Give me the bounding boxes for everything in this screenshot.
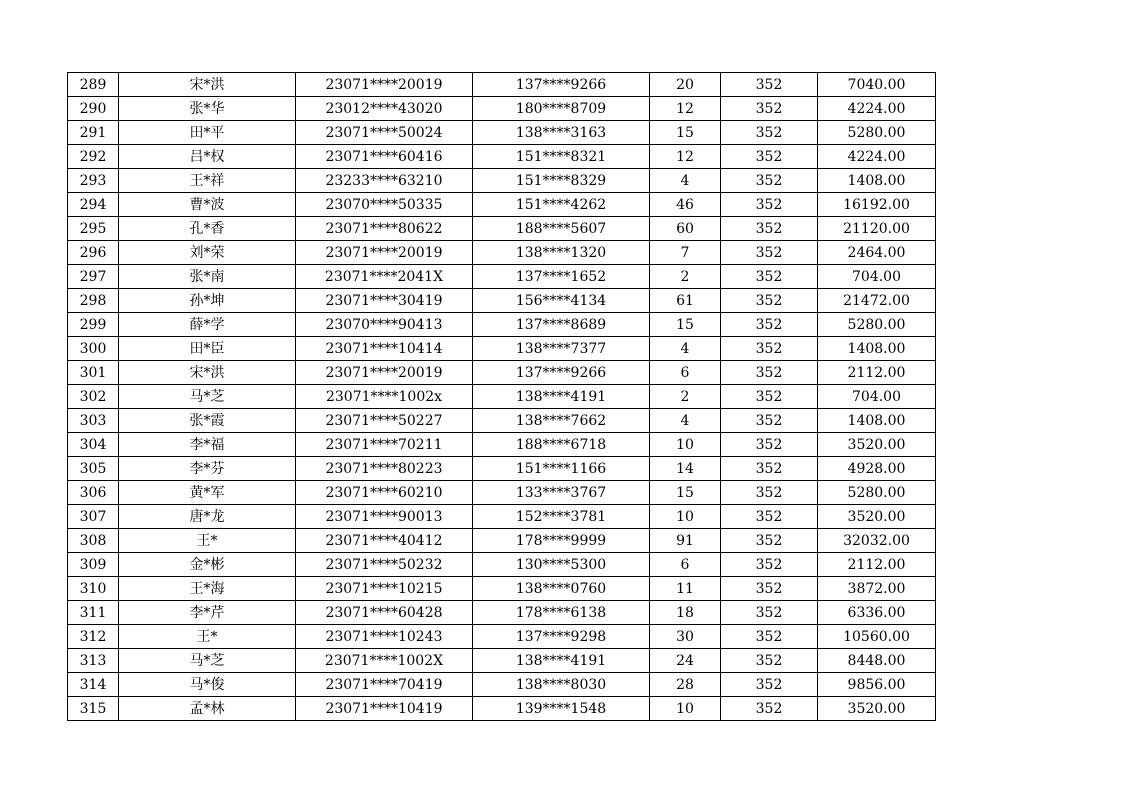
unit-price-cell: 352 xyxy=(721,121,818,145)
quantity-cell: 6 xyxy=(650,361,721,385)
id-number-cell: 23071****70211 xyxy=(296,433,473,457)
id-number-cell: 23071****80622 xyxy=(296,217,473,241)
unit-price-cell: 352 xyxy=(721,361,818,385)
amount-cell: 1408.00 xyxy=(818,169,936,193)
unit-price-cell: 352 xyxy=(721,601,818,625)
table-row xyxy=(68,457,936,481)
phone-cell: 178****6138 xyxy=(473,601,650,625)
row-number-cell: 298 xyxy=(68,289,119,313)
id-number-cell: 23070****90413 xyxy=(296,313,473,337)
table-row xyxy=(68,601,936,625)
quantity-cell: 14 xyxy=(650,457,721,481)
quantity-cell: 4 xyxy=(650,337,721,361)
phone-cell: 178****9999 xyxy=(473,529,650,553)
table-row xyxy=(68,577,936,601)
phone-cell: 138****7662 xyxy=(473,409,650,433)
name-cell: 宋*洪 xyxy=(119,361,296,385)
amount-cell: 2112.00 xyxy=(818,361,936,385)
amount-cell: 1408.00 xyxy=(818,409,936,433)
unit-price-cell: 352 xyxy=(721,265,818,289)
id-number-cell: 23071****1002x xyxy=(296,385,473,409)
row-number-cell: 315 xyxy=(68,697,119,721)
amount-cell: 5280.00 xyxy=(818,121,936,145)
amount-cell: 2112.00 xyxy=(818,553,936,577)
id-number-cell: 23071****10414 xyxy=(296,337,473,361)
amount-cell: 21472.00 xyxy=(818,289,936,313)
phone-cell: 137****9298 xyxy=(473,625,650,649)
unit-price-cell: 352 xyxy=(721,481,818,505)
phone-cell: 137****8689 xyxy=(473,313,650,337)
quantity-cell: 12 xyxy=(650,145,721,169)
amount-cell: 1408.00 xyxy=(818,337,936,361)
name-cell: 刘*荣 xyxy=(119,241,296,265)
amount-cell: 3520.00 xyxy=(818,697,936,721)
quantity-cell: 11 xyxy=(650,577,721,601)
phone-cell: 151****8329 xyxy=(473,169,650,193)
amount-cell: 9856.00 xyxy=(818,673,936,697)
table-row xyxy=(68,409,936,433)
row-number-cell: 294 xyxy=(68,193,119,217)
phone-cell: 188****6718 xyxy=(473,433,650,457)
table-row xyxy=(68,337,936,361)
row-number-cell: 306 xyxy=(68,481,119,505)
row-number-cell: 293 xyxy=(68,169,119,193)
row-number-cell: 303 xyxy=(68,409,119,433)
table-row xyxy=(68,289,936,313)
quantity-cell: 18 xyxy=(650,601,721,625)
quantity-cell: 15 xyxy=(650,481,721,505)
table-row xyxy=(68,145,936,169)
unit-price-cell: 352 xyxy=(721,337,818,361)
id-number-cell: 23071****10243 xyxy=(296,625,473,649)
row-number-cell: 305 xyxy=(68,457,119,481)
phone-cell: 138****1320 xyxy=(473,241,650,265)
table-row xyxy=(68,529,936,553)
phone-cell: 188****5607 xyxy=(473,217,650,241)
unit-price-cell: 352 xyxy=(721,553,818,577)
phone-cell: 137****9266 xyxy=(473,361,650,385)
amount-cell: 8448.00 xyxy=(818,649,936,673)
phone-cell: 138****0760 xyxy=(473,577,650,601)
row-number-cell: 309 xyxy=(68,553,119,577)
name-cell: 马*芝 xyxy=(119,385,296,409)
row-number-cell: 295 xyxy=(68,217,119,241)
row-number-cell: 304 xyxy=(68,433,119,457)
row-number-cell: 312 xyxy=(68,625,119,649)
phone-cell: 156****4134 xyxy=(473,289,650,313)
row-number-cell: 292 xyxy=(68,145,119,169)
amount-cell: 5280.00 xyxy=(818,481,936,505)
unit-price-cell: 352 xyxy=(721,97,818,121)
phone-cell: 138****7377 xyxy=(473,337,650,361)
id-number-cell: 23012****43020 xyxy=(296,97,473,121)
id-number-cell: 23071****60428 xyxy=(296,601,473,625)
quantity-cell: 2 xyxy=(650,385,721,409)
unit-price-cell: 352 xyxy=(721,505,818,529)
name-cell: 曹*波 xyxy=(119,193,296,217)
unit-price-cell: 352 xyxy=(721,625,818,649)
row-number-cell: 310 xyxy=(68,577,119,601)
unit-price-cell: 352 xyxy=(721,457,818,481)
id-number-cell: 23071****20019 xyxy=(296,241,473,265)
row-number-cell: 314 xyxy=(68,673,119,697)
row-number-cell: 297 xyxy=(68,265,119,289)
table-row xyxy=(68,97,936,121)
row-number-cell: 296 xyxy=(68,241,119,265)
id-number-cell: 23071****50232 xyxy=(296,553,473,577)
name-cell: 马*芝 xyxy=(119,649,296,673)
amount-cell: 2464.00 xyxy=(818,241,936,265)
id-number-cell: 23071****20019 xyxy=(296,73,473,97)
row-number-cell: 301 xyxy=(68,361,119,385)
name-cell: 王*海 xyxy=(119,577,296,601)
row-number-cell: 311 xyxy=(68,601,119,625)
name-cell: 田*平 xyxy=(119,121,296,145)
unit-price-cell: 352 xyxy=(721,649,818,673)
name-cell: 李*芹 xyxy=(119,601,296,625)
id-number-cell: 23070****50335 xyxy=(296,193,473,217)
table-row xyxy=(68,505,936,529)
name-cell: 薛*学 xyxy=(119,313,296,337)
phone-cell: 130****5300 xyxy=(473,553,650,577)
name-cell: 马*俊 xyxy=(119,673,296,697)
phone-cell: 133****3767 xyxy=(473,481,650,505)
table-row xyxy=(68,313,936,337)
table-row xyxy=(68,385,936,409)
name-cell: 黄*军 xyxy=(119,481,296,505)
quantity-cell: 10 xyxy=(650,697,721,721)
quantity-cell: 2 xyxy=(650,265,721,289)
name-cell: 张*南 xyxy=(119,265,296,289)
table-row xyxy=(68,433,936,457)
unit-price-cell: 352 xyxy=(721,241,818,265)
table-body xyxy=(68,73,936,721)
amount-cell: 16192.00 xyxy=(818,193,936,217)
amount-cell: 10560.00 xyxy=(818,625,936,649)
quantity-cell: 24 xyxy=(650,649,721,673)
quantity-cell: 6 xyxy=(650,553,721,577)
quantity-cell: 15 xyxy=(650,121,721,145)
unit-price-cell: 352 xyxy=(721,145,818,169)
row-number-cell: 302 xyxy=(68,385,119,409)
unit-price-cell: 352 xyxy=(721,289,818,313)
amount-cell: 7040.00 xyxy=(818,73,936,97)
name-cell: 宋*洪 xyxy=(119,73,296,97)
phone-cell: 138****8030 xyxy=(473,673,650,697)
row-number-cell: 308 xyxy=(68,529,119,553)
row-number-cell: 307 xyxy=(68,505,119,529)
name-cell: 李*福 xyxy=(119,433,296,457)
quantity-cell: 7 xyxy=(650,241,721,265)
phone-cell: 180****8709 xyxy=(473,97,650,121)
quantity-cell: 10 xyxy=(650,433,721,457)
id-number-cell: 23071****20019 xyxy=(296,361,473,385)
id-number-cell: 23071****50227 xyxy=(296,409,473,433)
id-number-cell: 23071****60210 xyxy=(296,481,473,505)
unit-price-cell: 352 xyxy=(721,577,818,601)
amount-cell: 3520.00 xyxy=(818,505,936,529)
name-cell: 唐*龙 xyxy=(119,505,296,529)
amount-cell: 6336.00 xyxy=(818,601,936,625)
id-number-cell: 23071****90013 xyxy=(296,505,473,529)
id-number-cell: 23071****50024 xyxy=(296,121,473,145)
phone-cell: 137****1652 xyxy=(473,265,650,289)
phone-cell: 138****3163 xyxy=(473,121,650,145)
table-row xyxy=(68,481,936,505)
phone-cell: 151****4262 xyxy=(473,193,650,217)
quantity-cell: 15 xyxy=(650,313,721,337)
phone-cell: 152****3781 xyxy=(473,505,650,529)
table-row xyxy=(68,673,936,697)
quantity-cell: 61 xyxy=(650,289,721,313)
phone-cell: 151****1166 xyxy=(473,457,650,481)
row-number-cell: 300 xyxy=(68,337,119,361)
unit-price-cell: 352 xyxy=(721,193,818,217)
name-cell: 王* xyxy=(119,625,296,649)
id-number-cell: 23071****10215 xyxy=(296,577,473,601)
amount-cell: 704.00 xyxy=(818,265,936,289)
name-cell: 孔*香 xyxy=(119,217,296,241)
table-row xyxy=(68,361,936,385)
phone-cell: 137****9266 xyxy=(473,73,650,97)
table-row xyxy=(68,625,936,649)
phone-cell: 139****1548 xyxy=(473,697,650,721)
quantity-cell: 46 xyxy=(650,193,721,217)
quantity-cell: 4 xyxy=(650,169,721,193)
unit-price-cell: 352 xyxy=(721,529,818,553)
table-row xyxy=(68,697,936,721)
amount-cell: 32032.00 xyxy=(818,529,936,553)
amount-cell: 3872.00 xyxy=(818,577,936,601)
unit-price-cell: 352 xyxy=(721,673,818,697)
row-number-cell: 291 xyxy=(68,121,119,145)
amount-cell: 3520.00 xyxy=(818,433,936,457)
row-number-cell: 313 xyxy=(68,649,119,673)
quantity-cell: 20 xyxy=(650,73,721,97)
amount-cell: 21120.00 xyxy=(818,217,936,241)
name-cell: 孟*林 xyxy=(119,697,296,721)
name-cell: 吕*权 xyxy=(119,145,296,169)
name-cell: 张*华 xyxy=(119,97,296,121)
id-number-cell: 23071****80223 xyxy=(296,457,473,481)
amount-cell: 4224.00 xyxy=(818,145,936,169)
amount-cell: 5280.00 xyxy=(818,313,936,337)
phone-cell: 151****8321 xyxy=(473,145,650,169)
unit-price-cell: 352 xyxy=(721,385,818,409)
id-number-cell: 23071****10419 xyxy=(296,697,473,721)
unit-price-cell: 352 xyxy=(721,697,818,721)
id-number-cell: 23071****40412 xyxy=(296,529,473,553)
quantity-cell: 91 xyxy=(650,529,721,553)
name-cell: 田*臣 xyxy=(119,337,296,361)
row-number-cell: 299 xyxy=(68,313,119,337)
unit-price-cell: 352 xyxy=(721,73,818,97)
name-cell: 王* xyxy=(119,529,296,553)
row-number-cell: 290 xyxy=(68,97,119,121)
unit-price-cell: 352 xyxy=(721,217,818,241)
quantity-cell: 28 xyxy=(650,673,721,697)
table-row xyxy=(68,265,936,289)
quantity-cell: 10 xyxy=(650,505,721,529)
table-row xyxy=(68,169,936,193)
id-number-cell: 23071****60416 xyxy=(296,145,473,169)
name-cell: 金*彬 xyxy=(119,553,296,577)
quantity-cell: 30 xyxy=(650,625,721,649)
id-number-cell: 23071****1002X xyxy=(296,649,473,673)
table-row xyxy=(68,241,936,265)
quantity-cell: 60 xyxy=(650,217,721,241)
name-cell: 张*霞 xyxy=(119,409,296,433)
table-row xyxy=(68,217,936,241)
table-row xyxy=(68,121,936,145)
table-row xyxy=(68,649,936,673)
unit-price-cell: 352 xyxy=(721,313,818,337)
data-table xyxy=(67,72,936,721)
id-number-cell: 23071****2041X xyxy=(296,265,473,289)
table-row xyxy=(68,73,936,97)
unit-price-cell: 352 xyxy=(721,433,818,457)
phone-cell: 138****4191 xyxy=(473,385,650,409)
amount-cell: 4928.00 xyxy=(818,457,936,481)
id-number-cell: 23233****63210 xyxy=(296,169,473,193)
amount-cell: 704.00 xyxy=(818,385,936,409)
table-row xyxy=(68,553,936,577)
phone-cell: 138****4191 xyxy=(473,649,650,673)
name-cell: 李*芬 xyxy=(119,457,296,481)
id-number-cell: 23071****30419 xyxy=(296,289,473,313)
unit-price-cell: 352 xyxy=(721,409,818,433)
name-cell: 王*祥 xyxy=(119,169,296,193)
name-cell: 孙*坤 xyxy=(119,289,296,313)
unit-price-cell: 352 xyxy=(721,169,818,193)
amount-cell: 4224.00 xyxy=(818,97,936,121)
id-number-cell: 23071****70419 xyxy=(296,673,473,697)
quantity-cell: 12 xyxy=(650,97,721,121)
row-number-cell: 289 xyxy=(68,73,119,97)
table-row xyxy=(68,193,936,217)
quantity-cell: 4 xyxy=(650,409,721,433)
